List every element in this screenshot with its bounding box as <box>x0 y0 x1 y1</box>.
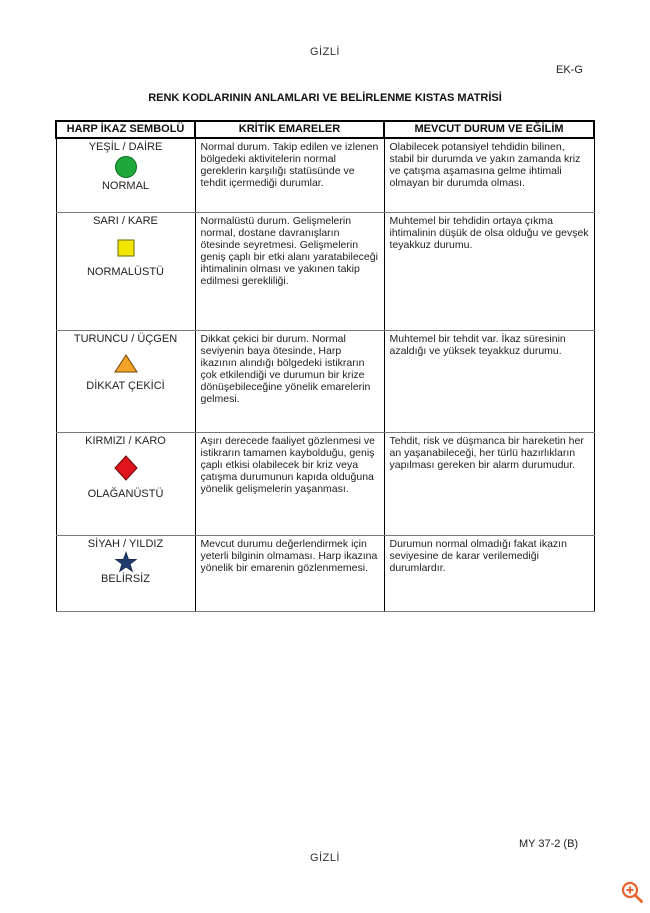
classification-bottom: GİZLİ <box>309 852 340 864</box>
symbol-level: BELİRSİZ <box>101 572 150 585</box>
status-cell: Durumun normal olmadığı fakat ikazın seviyesine de karar verilemediği durumlardır. <box>384 535 594 611</box>
symbol-name: TURUNCU / ÜÇGEN <box>73 332 178 345</box>
indicators-cell: Mevcut durumu değerlendirmek için yeterli bilginin olmaması. Harp ikazına yönelik bir emarenin gözlenmemesi. <box>195 535 384 611</box>
page-title: RENK KODLARININ ANLAMLARI VE BELİRLENME KISTAS MATRİSİ <box>148 92 502 104</box>
indicators-cell: Normalüstü durum. Gelişmelerin normal, dostane davranışların ötesinde seyretmesi. Gelişmelerin geniş çaplı bir etki alanı yaratabileceği ihtimalinin olması ve yakınen takip edilmesi gerekliliği. <box>195 212 384 330</box>
symbol-cell <box>56 330 195 432</box>
indicators-cell: Aşırı derecede faaliyet gözlenmesi ve istikrarın tamamen kaybolduğu, geniş çaplı etkisi olabilecek bir kriz veya çatışma durumunun kapıda olduğuna yönelik gelişmelerin yaşanması. <box>195 432 384 535</box>
table-row <box>56 535 594 611</box>
table-row <box>56 212 594 330</box>
table-header-row <box>56 121 594 138</box>
navy-star-icon <box>114 551 138 573</box>
status-cell: Tehdit, risk ve düşmanca bir hareketin her an yaşanabileceği, her türlü hazırlıkların yapılması gereken bir alarm durumudur. <box>384 432 594 535</box>
header-indicators: KRİTİK EMARELER <box>195 121 384 138</box>
status-cell: Olabilecek potansiyel tehdidin bilinen, stabil bir durumda ve yakın zamanda kriz ve çatışma aşamasına gelme ihtimali olmayan bir durumda olması. <box>384 138 594 212</box>
symbol-cell <box>56 212 195 330</box>
symbol-name: KIRMIZI / KARO <box>85 434 166 447</box>
classification-top: GİZLİ <box>309 46 340 58</box>
indicators-cell: Dikkat çekici bir durum. Normal seviyenin baya ötesinde, Harp ikazının alındığı bölgedeki istikrarın çok etkilendiği ve durumun bir krize dönüşebileceğine yönelik emarelerin gelmesi. <box>195 330 384 432</box>
symbol-name: SARI / KARE <box>93 214 158 227</box>
symbol-level: OLAĞANÜSTÜ <box>87 487 164 500</box>
green-circle-icon <box>114 154 138 180</box>
symbol-name: YEŞİL / DAİRE <box>88 141 163 153</box>
symbol-cell <box>56 138 195 212</box>
symbol-level: NORMALÜSTÜ <box>86 265 164 278</box>
annex-label: EK-G <box>556 64 583 76</box>
table-row <box>56 138 594 212</box>
status-cell: Muhtemel bir tehdidin ortaya çıkma ihtimalinin düşük de olsa olduğu ve gevşek teyakkuz durumu. <box>384 212 594 330</box>
table-row <box>56 330 594 432</box>
symbol-level: DİKKAT ÇEKİCİ <box>86 379 165 392</box>
symbol-cell <box>56 535 195 611</box>
table-row <box>56 432 594 535</box>
zoom-in-button[interactable] <box>620 880 644 904</box>
document-code: MY 37-2 (B) <box>519 838 579 850</box>
zoom-in-icon <box>620 880 644 904</box>
header-status: MEVCUT DURUM VE EĞİLİM <box>384 121 594 138</box>
status-cell: Muhtemel bir tehdit var. İkaz süresinin azaldığı ve yüksek teyakkuz durumu. <box>384 330 594 432</box>
red-diamond-icon <box>113 448 139 488</box>
indicators-cell: Normal durum. Takip edilen ve izlenen bölgedeki aktivitelerin normal gereklerin karşılığı statüsünde ve tehdit içermediği durumlar. <box>195 138 384 212</box>
symbol-level: NORMAL <box>101 180 150 192</box>
yellow-square-icon <box>114 228 138 266</box>
header-symbol: HARP İKAZ SEMBOLÜ <box>56 121 195 138</box>
orange-triangle-icon <box>113 346 139 380</box>
criteria-matrix-table <box>55 120 595 612</box>
symbol-name: SİYAH / YILDIZ <box>87 537 164 550</box>
symbol-cell <box>56 432 195 535</box>
